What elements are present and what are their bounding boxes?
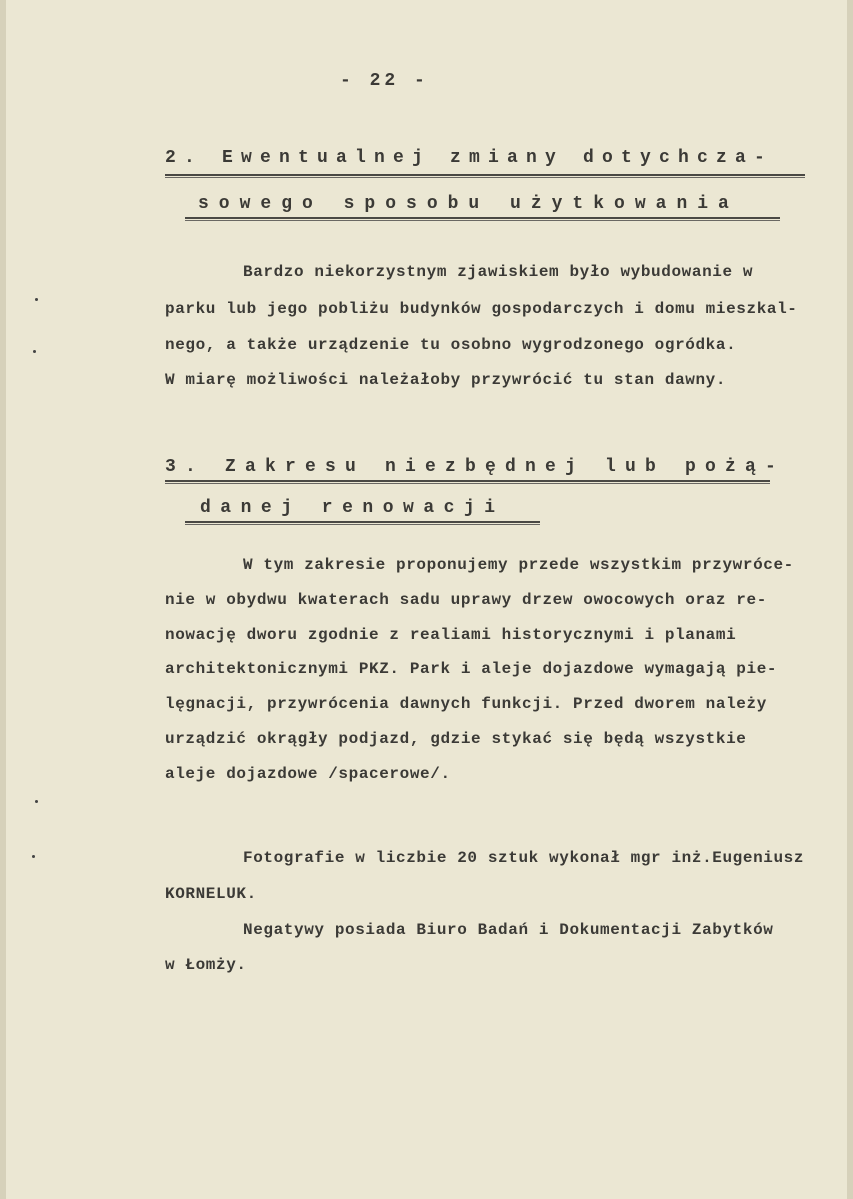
paragraph-line: urządzić okrągły podjazd, gdzie stykać się będą wszystkie xyxy=(165,730,747,748)
credits-line: w Łomży. xyxy=(165,956,247,974)
paragraph-line: nie w obydwu kwaterach sadu uprawy drzew owocowych oraz re- xyxy=(165,591,767,609)
paragraph-line: parku lub jego pobliżu budynków gospodarczych i domu mieszkal- xyxy=(165,300,798,318)
paragraph-line: W tym zakresie proponujemy przede wszystkim przywróce- xyxy=(243,556,794,574)
paragraph-line: nowację dworu zgodnie z realiami historycznymi i planami xyxy=(165,626,737,644)
paragraph-line: lęgnacji, przywrócenia dawnych funkcji. Przed dworem należy xyxy=(165,695,767,713)
section2-heading-line1: 2. Ewentualnej zmiany dotychcza- xyxy=(165,148,774,168)
punch-mark xyxy=(35,298,38,301)
heading-underline xyxy=(165,174,805,178)
heading-underline xyxy=(185,217,780,221)
paragraph-line: Bardzo niekorzystnym zjawiskiem było wybudowanie w xyxy=(243,263,754,281)
section3-heading-line2: danej renowacji xyxy=(200,498,505,518)
page-edge-right xyxy=(847,0,853,1199)
credits-line: Negatywy posiada Biuro Badań i Dokumentacji Zabytków xyxy=(243,921,774,939)
punch-mark xyxy=(33,350,36,353)
paragraph-line: nego, a także urządzenie tu osobno wygrodzonego ogródka. xyxy=(165,336,737,354)
section2-heading-line2: sowego sposobu użytkowania xyxy=(198,194,739,214)
paragraph-line: architektonicznymi PKZ. Park i aleje dojazdowe wymagają pie- xyxy=(165,660,778,678)
section3-heading-line1: 3. Zakresu niezbędnej lub pożą- xyxy=(165,457,786,477)
credits-line: Fotografie w liczbie 20 sztuk wykonał mgr inż.Eugeniusz xyxy=(243,849,805,867)
paragraph-line: aleje dojazdowe /spacerowe/. xyxy=(165,765,451,783)
heading-underline xyxy=(165,480,770,484)
page-edge-left xyxy=(0,0,6,1199)
credits-line: KORNELUK. xyxy=(165,885,257,903)
page-number: - 22 - xyxy=(340,71,429,91)
punch-mark xyxy=(32,855,35,858)
paragraph-line: W miarę możliwości należałoby przywrócić tu stan dawny. xyxy=(165,371,727,389)
heading-underline xyxy=(185,521,540,525)
punch-mark xyxy=(35,800,38,803)
